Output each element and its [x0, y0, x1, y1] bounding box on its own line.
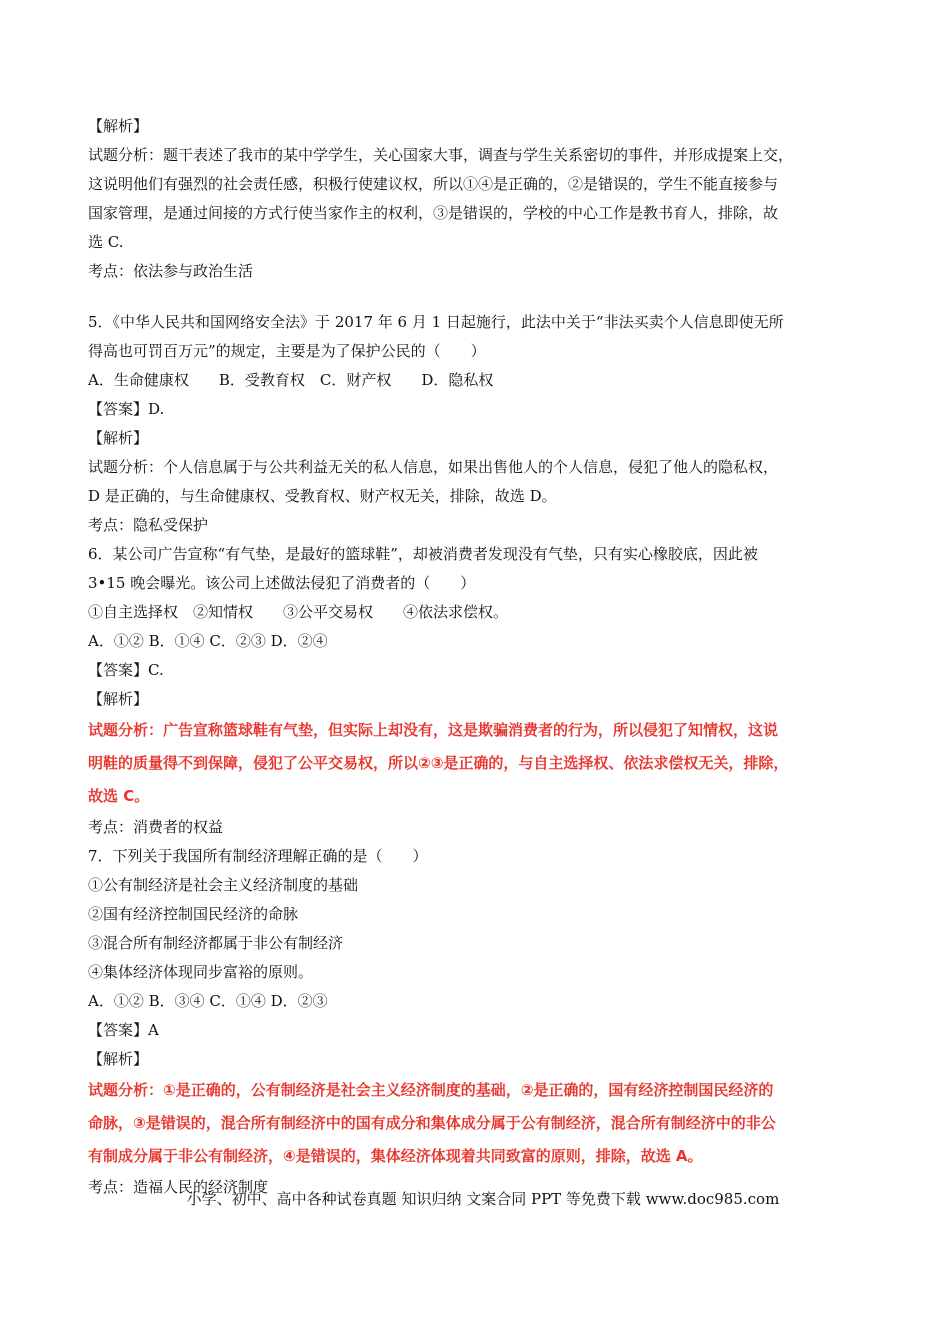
text-line: ③混合所有制经济都属于非公有制经济	[88, 934, 344, 952]
text-line: A．生命健康权 B．受教育权 C．财产权 D．隐私权	[88, 371, 494, 389]
text-line: 6．某公司广告宣称“有气垫，是最好的篮球鞋”，却被消费者发现没有气垫，只有实心橡胶底，因此被	[88, 545, 758, 563]
text-line: 考点：依法参与政治生活	[88, 262, 254, 280]
analysis-q4	[88, 112, 878, 286]
question-6	[88, 540, 878, 714]
text-line: 考点：消费者的权益	[88, 818, 224, 836]
text-line: 国家管理，是通过间接的方式行使当家作主的权利，③是错误的，学校的中心工作是教书育人，排除，故	[88, 204, 779, 222]
highlight-line: 命脉，③是错误的，混合所有制经济中的国有成分和集体成分属于公有制经济，混合所有制经济中的非公	[88, 1114, 776, 1132]
text-line: D 是正确的，与生命健康权、受教育权、财产权无关，排除，故选 D。	[88, 487, 557, 505]
page-footer: 小学、初中、高中各种试卷真题 知识归纳 文案合同 PPT 等免费下载 www.doc985.com	[186, 1190, 780, 1208]
text-line: 3•15 晚会曝光。该公司上述做法侵犯了消费者的（ ）	[88, 574, 476, 592]
text-line: 试题分析：题干表述了我市的某中学学生，关心国家大事，调查与学生关系密切的事件，并形成提案上交，	[88, 146, 794, 164]
text-line: 【解析】	[88, 1050, 149, 1068]
highlight-line: 试题分析：广告宣称篮球鞋有气垫，但实际上却没有，这是欺骗消费者的行为，所以侵犯了知情权，这说	[88, 721, 779, 739]
text-line: 7．下列关于我国所有制经济理解正确的是（ ）	[88, 847, 428, 865]
highlight-line: 有制成分属于非公有制经济，④是错误的，集体经济体现着共同致富的原则，排除，故选 A。	[88, 1147, 703, 1165]
text-line: 【解析】	[88, 429, 149, 447]
text-line: 选 C.	[88, 233, 124, 251]
text-line: 考点：隐私受保护	[88, 516, 209, 534]
text-line: A．①② B．①④ C．②③ D．②④	[88, 632, 328, 650]
text-line: 【解析】	[88, 117, 149, 135]
document-body	[88, 112, 878, 1202]
text-line: ①公有制经济是社会主义经济制度的基础	[88, 876, 359, 894]
text-line: ①自主选择权 ②知情权 ③公平交易权 ④依法求偿权。	[88, 603, 509, 621]
analysis-q7-highlight	[88, 1074, 878, 1173]
highlight-line: 明鞋的质量得不到保障，侵犯了公平交易权，所以②③是正确的，与自主选择权、依法求偿权无关，排除，	[88, 754, 789, 772]
text-line: ④集体经济体现同步富裕的原则。	[88, 963, 314, 981]
question-5	[88, 308, 878, 540]
text-line: 这说明他们有强烈的社会责任感，积极行使建议权，所以①④是正确的，②是错误的，学生不能直接参与	[88, 175, 779, 193]
text-line: 【答案】A	[88, 1021, 159, 1039]
text-line: A．①② B．③④ C．①④ D．②③	[88, 992, 328, 1010]
text-line: 得高也可罚百万元”的规定，主要是为了保护公民的（ ）	[88, 342, 486, 360]
text-line: 试题分析：个人信息属于与公共利益无关的私人信息，如果出售他人的个人信息，侵犯了他人的隐私权，	[88, 458, 779, 476]
text-line: 【答案】D.	[88, 400, 165, 418]
highlight-line: 故选 C。	[88, 787, 150, 805]
text-line: 【解析】	[88, 690, 149, 708]
highlight-line: 试题分析：①是正确的，公有制经济是社会主义经济制度的基础，②是正确的，国有经济控制国民经济的	[88, 1081, 774, 1099]
analysis-q6-highlight	[88, 714, 878, 813]
text-line: 5．《中华人民共和国网络安全法》于 2017 年 6 月 1 日起施行，此法中关于“非法买卖个人信息即使无所	[88, 313, 784, 331]
text-line: 考点：造福人民的经济制度	[88, 1178, 269, 1196]
question-7	[88, 813, 878, 1074]
text-line: ②国有经济控制国民经济的命脉	[88, 905, 299, 923]
text-line: 【答案】C.	[88, 661, 164, 679]
